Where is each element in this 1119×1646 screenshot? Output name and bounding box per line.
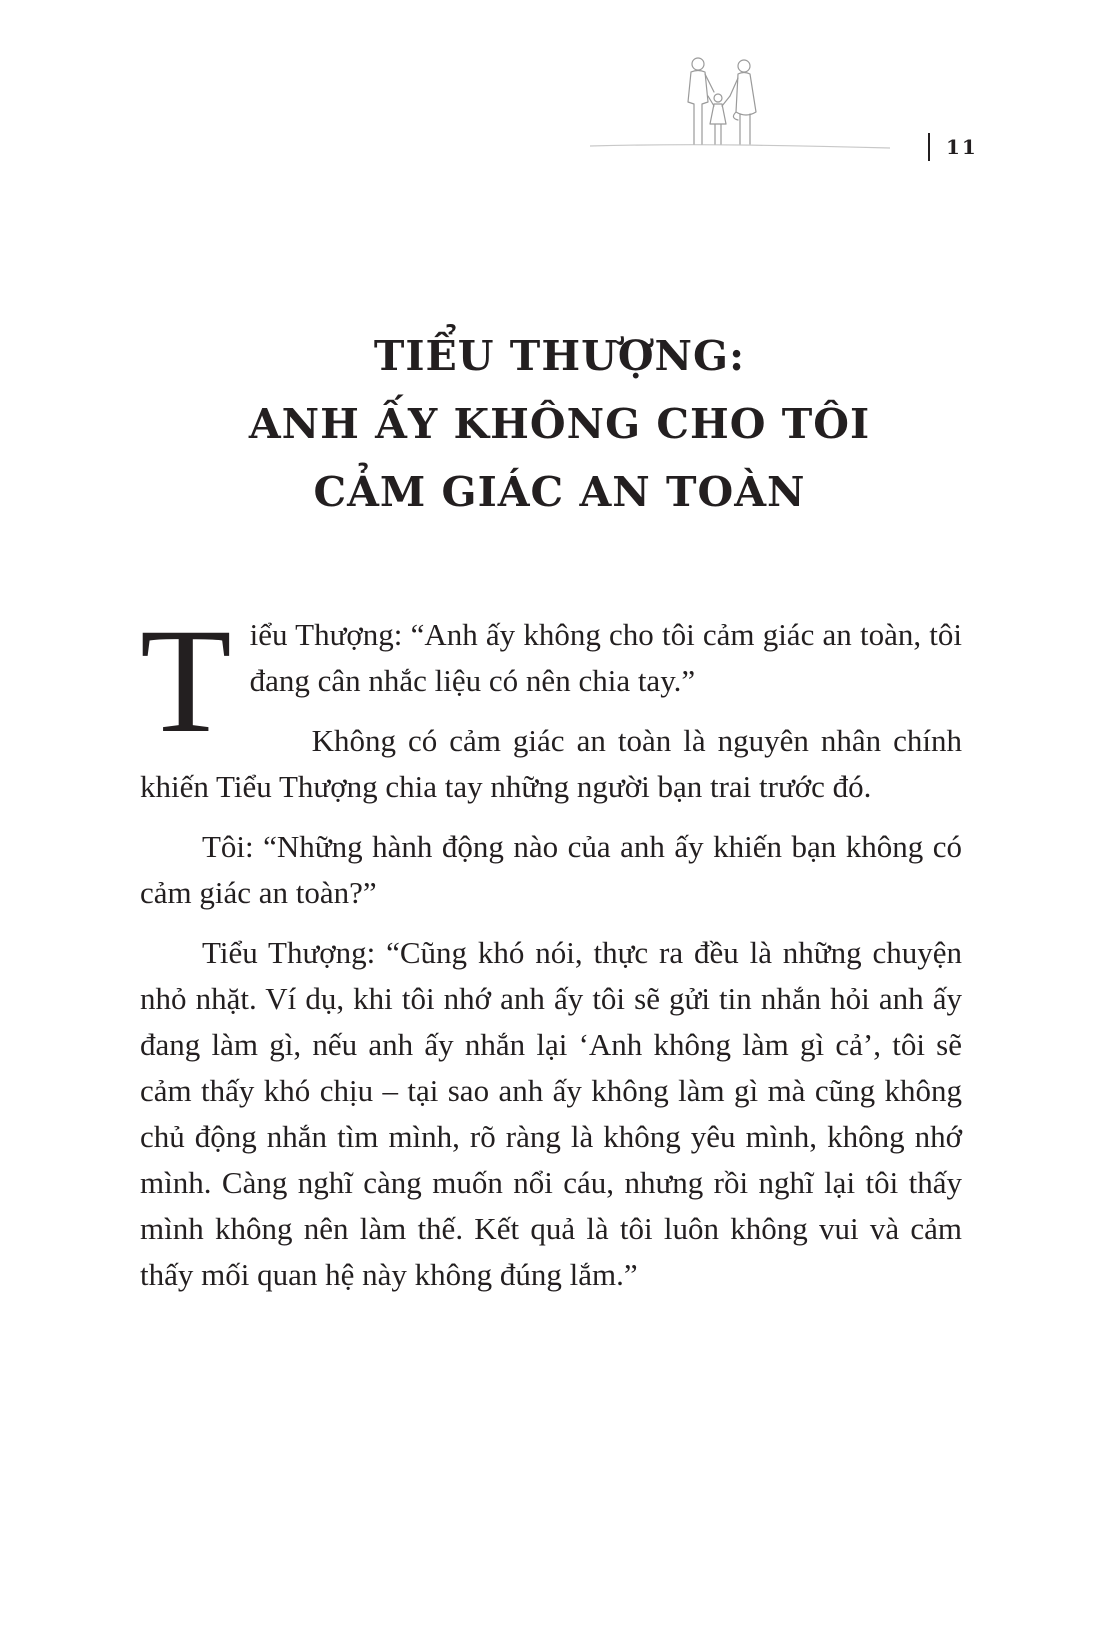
- page-number-block: [928, 132, 978, 162]
- page-number-divider: [928, 133, 930, 161]
- dropcap: T: [140, 598, 232, 764]
- paragraph-2: Không có cảm giác an toàn là nguyên nhân chính khiến Tiểu Thượng chia tay những người bạn trai trước đó.: [140, 723, 962, 804]
- page-number: 11: [946, 135, 978, 159]
- chapter-title-line-2: ANH ẤY KHÔNG CHO TÔI: [248, 400, 871, 448]
- paragraph-3: Tôi: “Những hành động nào của anh ấy khiến bạn không có cảm giác an toàn?”: [140, 829, 962, 910]
- paragraph-4: Tiểu Thượng: “Cũng khó nói, thực ra đều là những chuyện nhỏ nhặt. Ví dụ, khi tôi nhớ anh ấy tôi sẽ gửi tin nhắn hỏi anh ấy đang làm gì, nếu anh ấy nhắn lại ‘Anh không làm gì cả’, tôi sẽ cảm thấy khó chịu – tại sao anh ấy không làm gì mà cũng không chủ động nhắn tìm mình, rõ ràng là không yêu mình, không nhớ mình. Càng nghĩ càng muốn nổi cáu, nhưng rồi nghĩ lại tôi thấy mình không nên làm thế. Kết quả là tôi luôn không vui và cảm thấy mối quan hệ này không đúng lắm.”: [140, 935, 962, 1292]
- chapter-title-line-3: CẢM GIÁC AN TOÀN: [313, 468, 806, 516]
- body-text: [140, 598, 962, 1312]
- paragraph-1-text: iểu Thượng: “Anh ấy không cho tôi cảm giác an toàn, tôi đang cân nhắc liệu có nên chia tay.”: [249, 617, 962, 698]
- chapter-title-line-1: TIỂU THƯỢNG:: [373, 332, 746, 380]
- chapter-title: [0, 322, 1119, 526]
- family-walking-sketch-icon: [590, 52, 890, 162]
